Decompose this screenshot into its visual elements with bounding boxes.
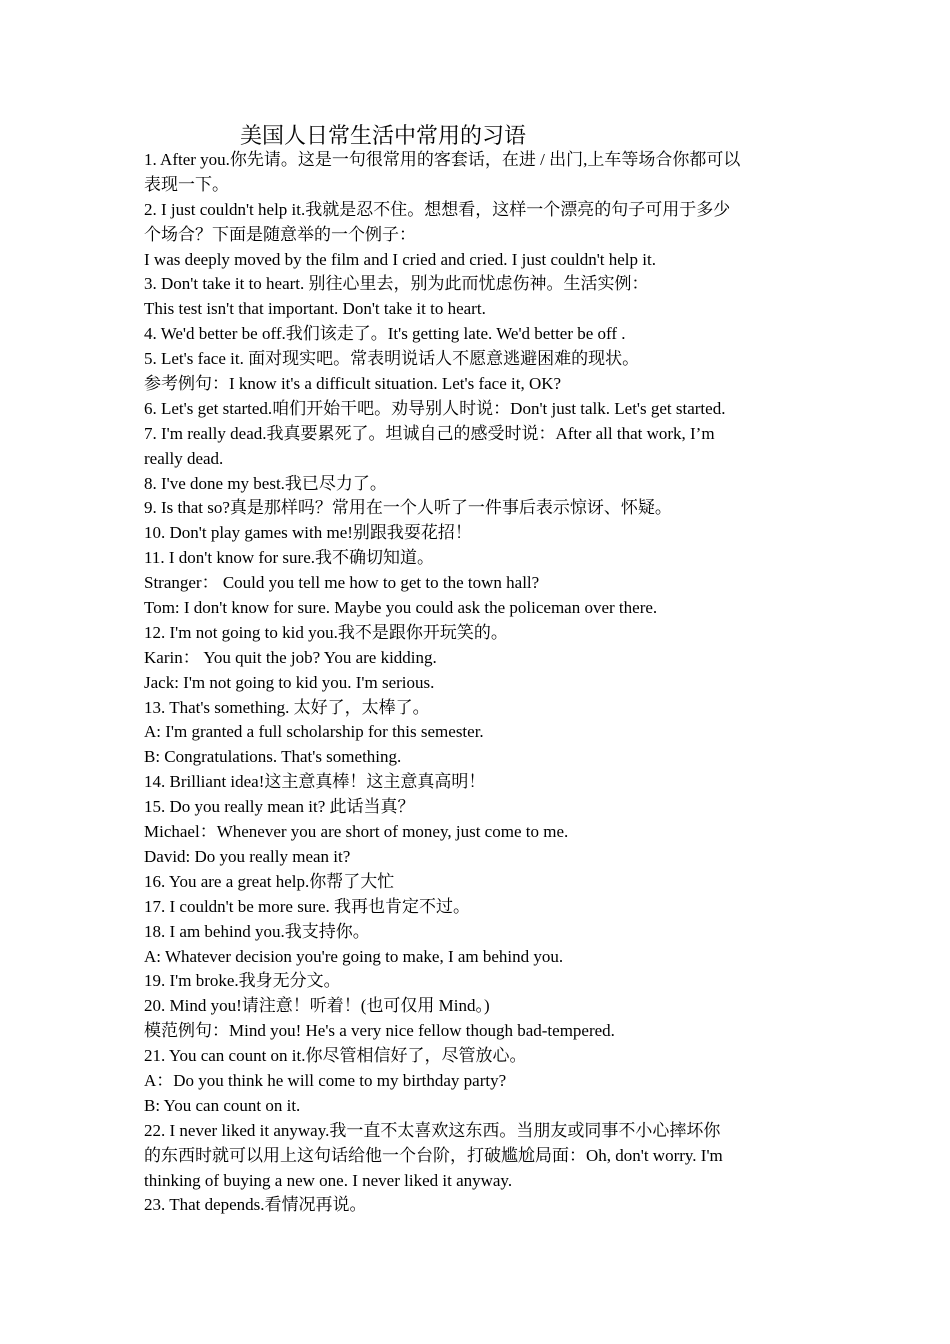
text-line: thinking of buying a new one. I never liked it anyway. [144, 1170, 513, 1190]
text-line: Karin： You quit the job? You are kidding. [144, 647, 437, 667]
text-line: David: Do you really mean it? [144, 846, 351, 866]
text-line: 16. You are a great help.你帮了大忙 [144, 871, 395, 891]
text-line: B: Congratulations. That's something. [144, 747, 402, 767]
text-line: 模范例句：Mind you! He's a very nice fellow though bad-tempered. [144, 1021, 615, 1041]
text-line: 5. Let's face it. 面对现实吧。常表明说话人不愿意逃避困难的现状。 [144, 349, 640, 369]
text-line: 1. After you.你先请。这是一句很常用的客套话，在进 / 出门,上车等场合你都可以 [144, 150, 741, 169]
text-line: 的东西时就可以用上这句话给他一个台阶，打破尴尬局面：Oh, don't worry. I'm [144, 1145, 723, 1165]
text-line: 14. Brilliant idea!这主意真棒！这主意真高明！ [144, 772, 486, 792]
text-line: 个场合？下面是随意举的一个例子： [144, 224, 416, 244]
text-line: 17. I couldn't be more sure. 我再也肯定不过。 [144, 896, 471, 916]
text-line: 15. Do you really mean it? 此话当真？ [144, 797, 415, 817]
document-title: 美国人日常生活中常用的习语 [240, 123, 527, 148]
text-line: 7. I'm really dead.我真要累死了。坦诚自己的感受时说：After all that work, I’m [144, 423, 715, 443]
text-line: 18. I am behind you.我支持你。 [144, 921, 370, 941]
text-line: 3. Don't take it to heart. 别往心里去，别为此而忧虑伤神。生活实例： [144, 274, 649, 294]
text-line: 10. Don't play games with me!别跟我耍花招！ [144, 523, 472, 543]
text-line: 11. I don't know for sure.我不确切知道。 [144, 548, 434, 568]
text-line: B: You can count on it. [144, 1095, 301, 1115]
text-line: 2. I just couldn't help it.我就是忍不住。想想看，这样一个漂亮的句子可用于多少 [144, 199, 731, 219]
text-line: 参考例句：I know it's a difficult situation. Let's face it, OK? [144, 374, 562, 394]
text-line: 20. Mind you!请注意！听着！(也可仅用 Mind。) [144, 996, 490, 1016]
text-line: 22. I never liked it anyway.我一直不太喜欢这东西。当朋友或同事不小心摔坏你 [144, 1120, 721, 1140]
text-line: 12. I'm not going to kid you.我不是跟你开玩笑的。 [144, 622, 508, 642]
text-line: Jack: I'm not going to kid you. I'm serious. [144, 672, 435, 692]
text-line: A: Whatever decision you're going to make, I am behind you. [144, 946, 564, 966]
text-line: 21. You can count on it.你尽管相信好了，尽管放心。 [144, 1046, 527, 1066]
text-line: 19. I'm broke.我身无分文。 [144, 971, 341, 991]
text-line: I was deeply moved by the film and I cried and cried. I just couldn't help it. [144, 249, 656, 269]
text-line: 13. That's something. 太好了，太棒了。 [144, 697, 430, 717]
text-line: really dead. [144, 448, 224, 468]
text-line: This test isn't that important. Don't take it to heart. [144, 299, 486, 319]
text-line: Stranger： Could you tell me how to get to the town hall? [144, 573, 540, 593]
text-line: A：Do you think he will come to my birthday party? [144, 1070, 507, 1090]
text-line: 8. I've done my best.我已尽力了。 [144, 473, 387, 493]
text-line: 4. We'd better be off.我们该走了。It's getting late. We'd better be off . [144, 324, 626, 344]
text-line: 表现一下。 [144, 174, 229, 194]
text-line: Tom: I don't know for sure. Maybe you could ask the policeman over there. [144, 598, 658, 618]
text-line: 9. Is that so?真是那样吗？常用在一个人听了一件事后表示惊讶、怀疑。 [144, 498, 672, 518]
text-line: 23. That depends.看情况再说。 [144, 1195, 367, 1215]
text-line: Michael：Whenever you are short of money, just come to me. [144, 822, 569, 842]
document-body [144, 148, 812, 1218]
text-line: 6. Let's get started.咱们开始干吧。劝导别人时说：Don't just talk. Let's get started. [144, 398, 726, 418]
text-line: A: I'm granted a full scholarship for this semester. [144, 722, 484, 742]
